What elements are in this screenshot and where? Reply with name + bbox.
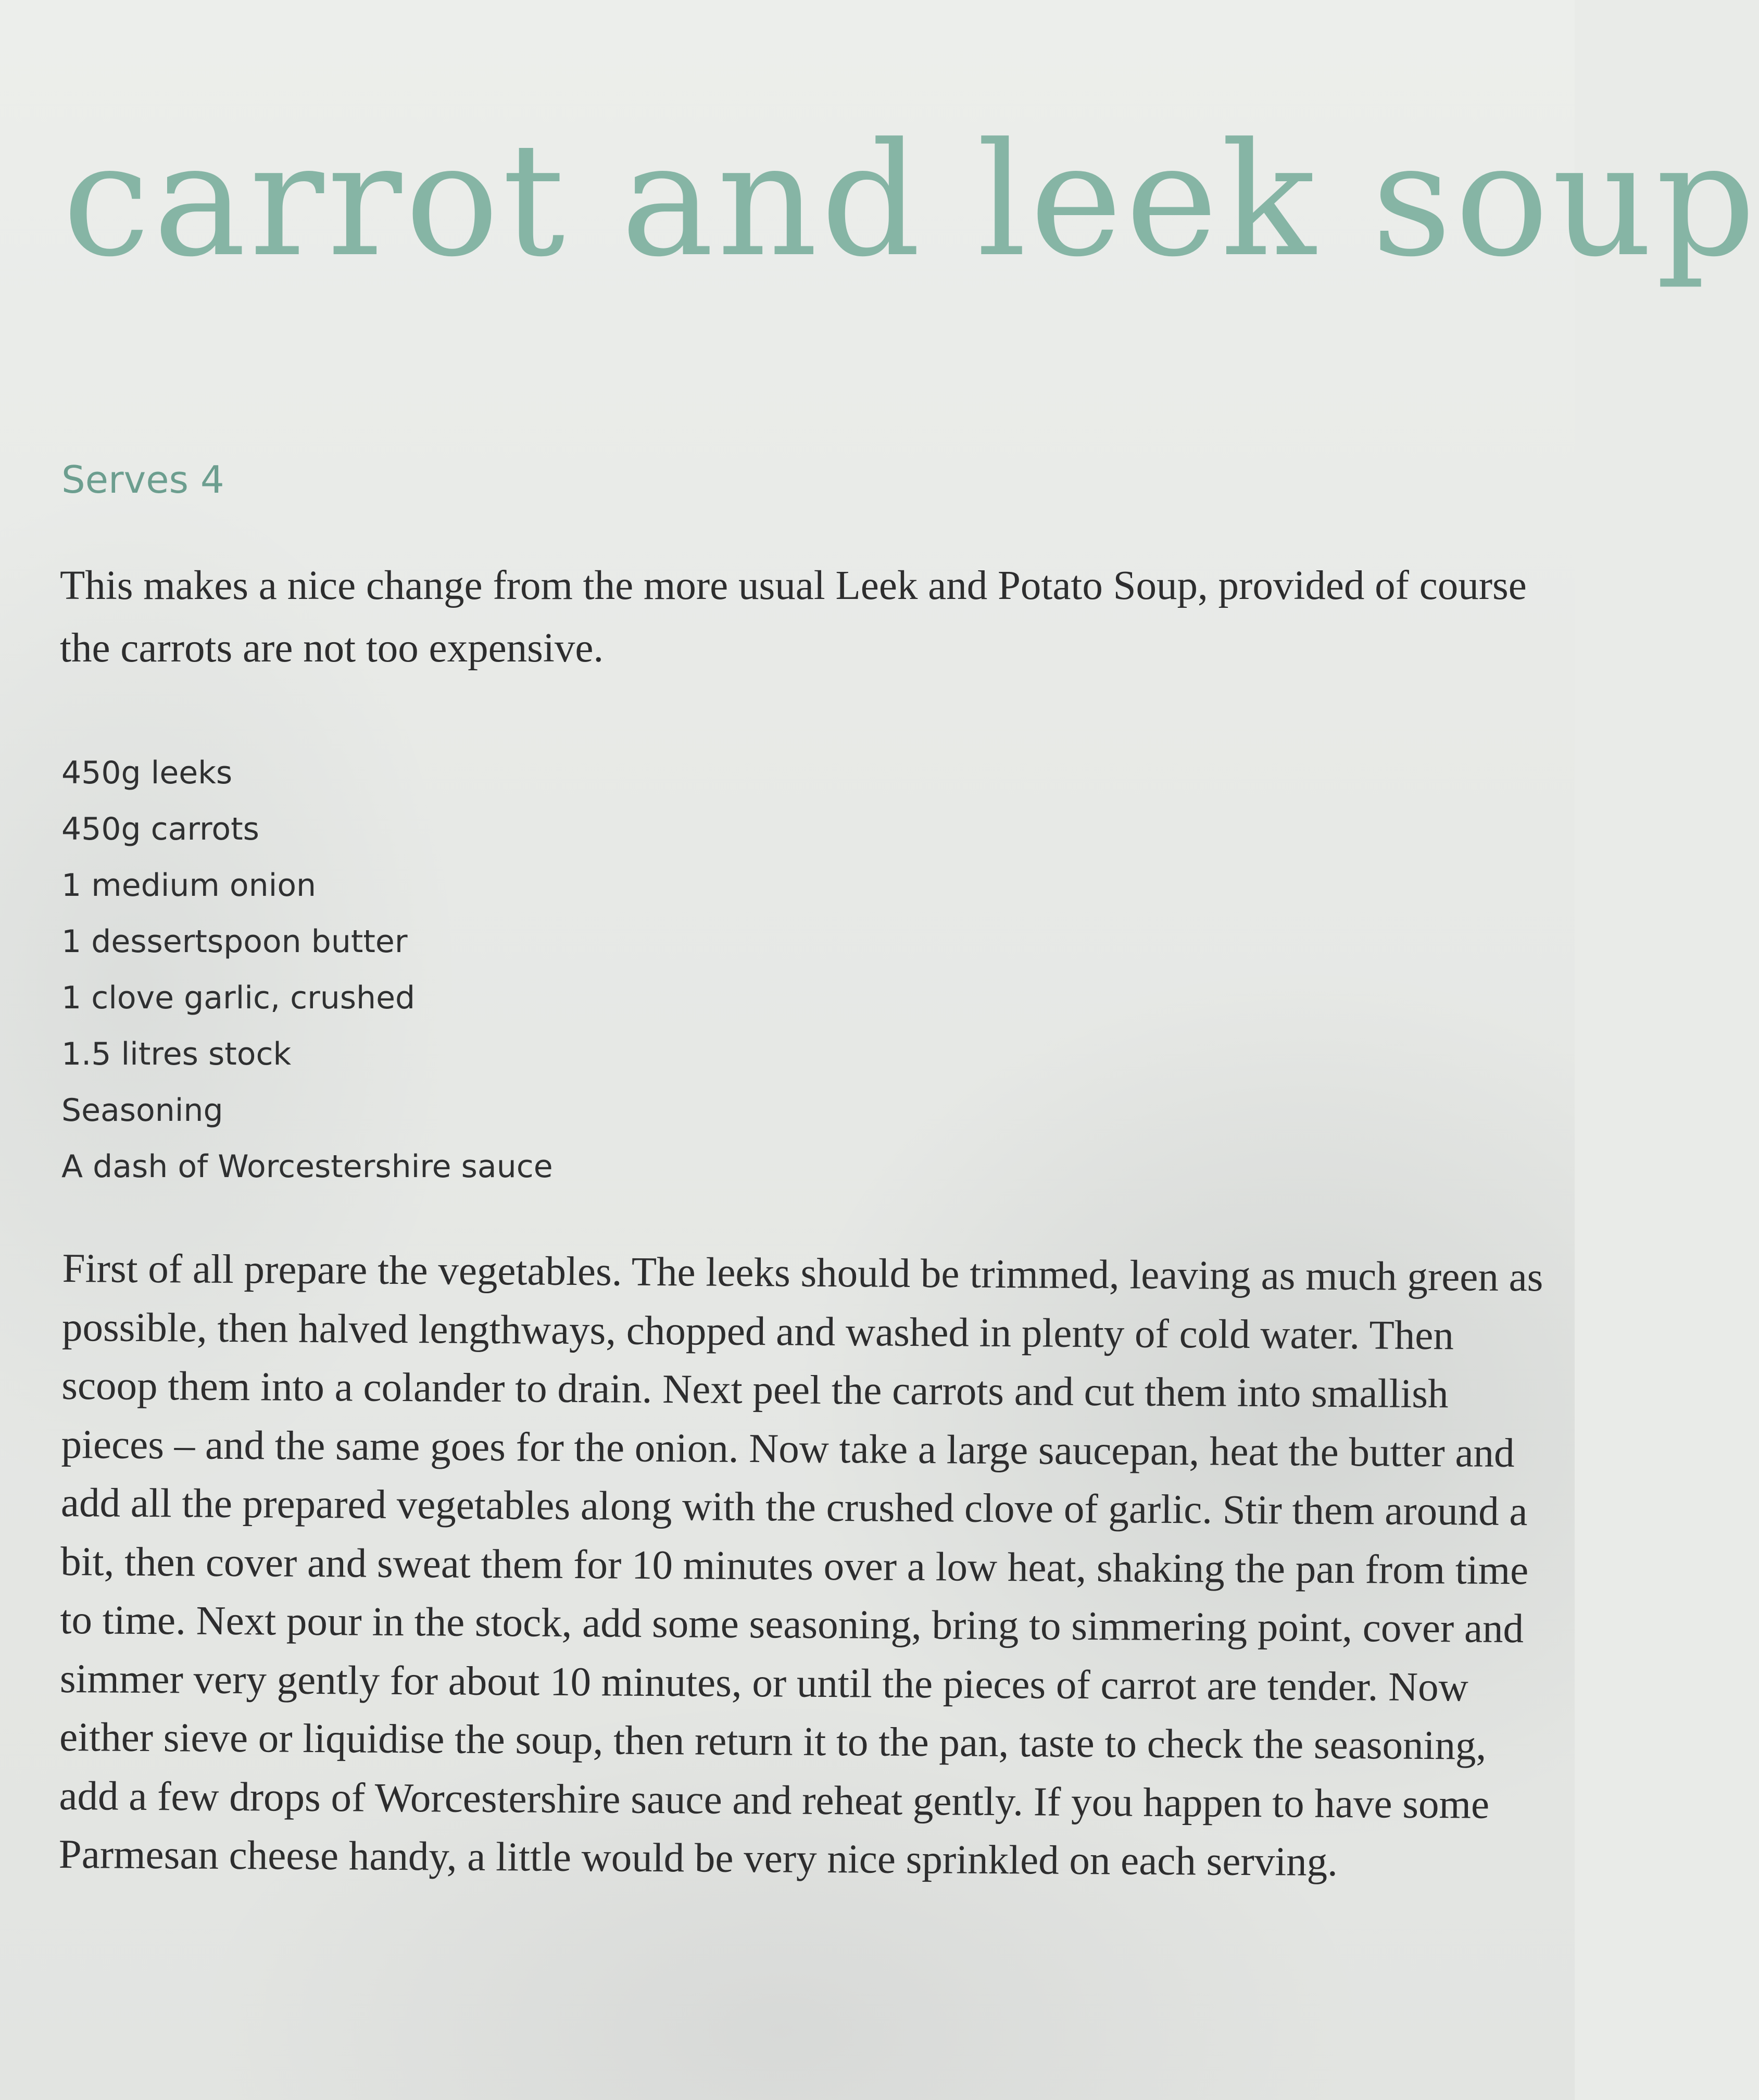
- serves-count: Serves 4: [61, 458, 224, 502]
- ingredient-list: [61, 745, 553, 1195]
- ingredient-item: 1 medium onion: [61, 867, 317, 904]
- ingredient-item: Seasoning: [61, 1092, 223, 1129]
- recipe-title: carrot and leek soup: [62, 109, 1759, 291]
- ingredient-item: 450g leeks: [61, 755, 233, 791]
- recipe-method: First of all prepare the vegetables. The leeks should be trimmed, leaving as much green as possible, then halved lengthways, chopped and washed in plenty of cold water. Then scoop them into a colander to drain. Next peel the carrots and cut them into smallish pieces – and the same goes for the onion. Now take a large saucepan, heat the butter and add all the prepared vegetables along with the crushed clove of garlic. Stir them around a bit, then cover and sweat them for 10 minutes over a low heat, shaking the pan from time to time. Next pour in the stock, add some seasoning, bring to simmering point, cover and simmer very gently for about 10 minutes, or until the pieces of carrot are tender. Now either sieve or liquidise the soup, then return it to the pan, taste to check the seasoning, add a few drops of Worcestershire sauce and reheat gently. If you happen to have some Parmesan cheese handy, a little would be very nice sprinkled on each serving.: [58, 1245, 1543, 1885]
- ingredient-item: 1 dessertspoon butter: [61, 923, 408, 960]
- ingredient-item: 450g carrots: [61, 811, 259, 847]
- ingredient-item: 1 clove garlic, crushed: [61, 980, 416, 1016]
- ingredient-item: 1.5 litres stock: [61, 1036, 292, 1072]
- recipe-intro: This makes a nice change from the more usual Leek and Potato Soup, provided of course the carrots are not too expensive.: [60, 563, 1527, 671]
- ingredient-item: A dash of Worcestershire sauce: [61, 1148, 553, 1185]
